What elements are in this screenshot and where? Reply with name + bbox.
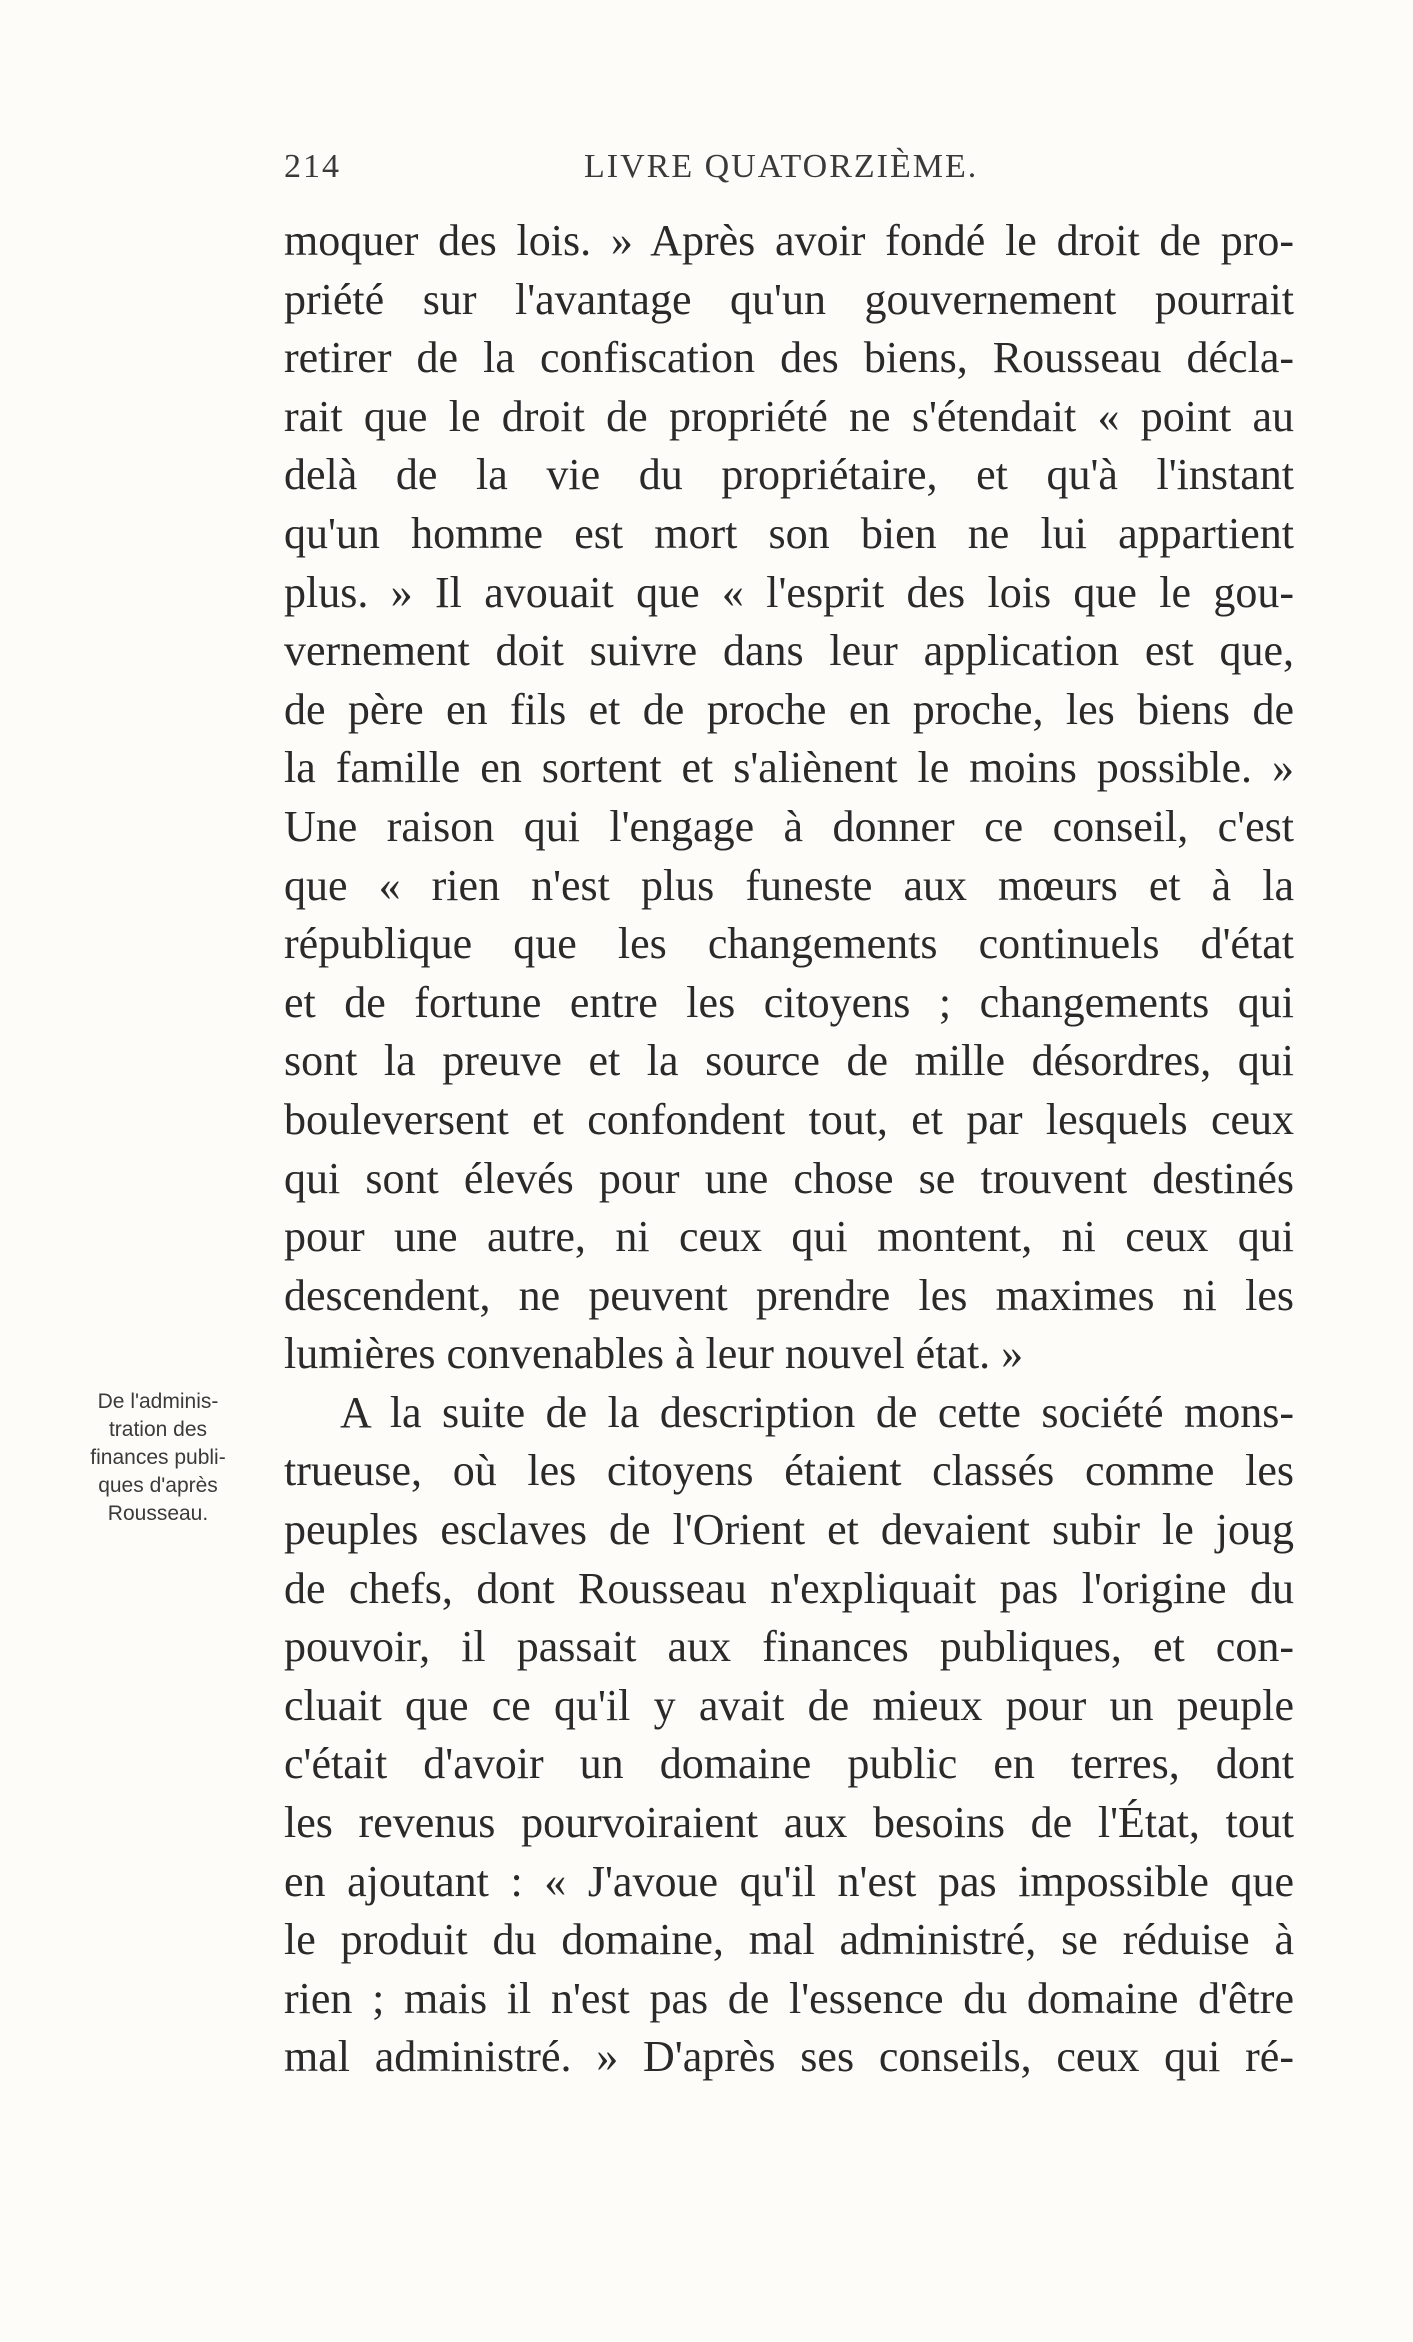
text-line: de chefs, dont Rousseau n'expliquait pas l'origine du: [284, 1563, 1294, 1613]
margin-note-line: ques d'après: [98, 1474, 218, 1497]
text-line: Une raison qui l'engage à donner ce conseil, c'est: [284, 801, 1294, 851]
page-number: 214: [284, 148, 341, 185]
margin-note-line: tration des: [108, 1418, 208, 1441]
text-line: les revenus pourvoiraient aux besoins de l'État, tout: [284, 1798, 1294, 1848]
margin-note-line: Rousseau.: [107, 1502, 209, 1525]
text-line: pouvoir, il passait aux finances publiques, et con-: [284, 1622, 1294, 1672]
text-line: le produit du domaine, mal administré, se réduise à: [284, 1915, 1294, 1965]
running-title: LIVRE QUATORZIÈME.: [584, 148, 979, 185]
margin-note-line: De l'adminis-: [97, 1390, 219, 1413]
text-line: A la suite de la description de cette société mons-: [340, 1387, 1294, 1437]
body-text: [284, 212, 1294, 2087]
text-line: moquer des lois. » Après avoir fondé le droit de pro-: [284, 216, 1294, 265]
text-line: c'était d'avoir un domaine public en terres, dont: [284, 1739, 1294, 1789]
text-line: delà de la vie du propriétaire, et qu'à l'instant: [284, 450, 1294, 500]
margin-note: [78, 1388, 238, 1528]
text-line: qui sont élevés pour une chose se trouvent destinés: [284, 1153, 1294, 1203]
text-line: descendent, ne peuvent prendre les maximes ni les: [284, 1270, 1294, 1320]
text-line: république que les changements continuels d'état: [284, 919, 1294, 969]
text-line: que « rien n'est plus funeste aux mœurs et à la: [284, 860, 1294, 910]
text-line: bouleversent et confondent tout, et par lesquels ceux: [284, 1094, 1294, 1144]
text-line: peuples esclaves de l'Orient et devaient subir le joug: [284, 1505, 1294, 1555]
text-line: sont la preuve et la source de mille désordres, qui: [284, 1036, 1294, 1086]
text-line: et de fortune entre les citoyens ; changements qui: [284, 977, 1294, 1027]
text-line: vernement doit suivre dans leur application est que,: [284, 626, 1294, 676]
text-line: en ajoutant : « J'avoue qu'il n'est pas impossible que: [284, 1856, 1294, 1906]
text-line: pour une autre, ni ceux qui montent, ni ceux qui: [284, 1212, 1294, 1262]
margin-note-line: finances publi-: [90, 1446, 226, 1469]
text-line: cluait que ce qu'il y avait de mieux pour un peuple: [284, 1680, 1294, 1730]
text-line: trueuse, où les citoyens étaient classés comme les: [284, 1446, 1294, 1496]
text-line: rien ; mais il n'est pas de l'essence du domaine d'être: [284, 1973, 1294, 2023]
text-line: priété sur l'avantage qu'un gouvernement pourrait: [284, 274, 1294, 324]
text-line: la famille en sortent et s'aliènent le moins possible. »: [284, 743, 1294, 793]
text-line: qu'un homme est mort son bien ne lui appartient: [284, 508, 1294, 558]
text-line: rait que le droit de propriété ne s'étendait « point au: [284, 391, 1294, 441]
page-header: [284, 148, 1294, 198]
text-line: plus. » Il avouait que « l'esprit des lois que le gou-: [284, 567, 1294, 617]
text-line: mal administré. » D'après ses conseils, ceux qui ré-: [284, 2032, 1294, 2082]
text-line: lumières convenables à leur nouvel état. »: [284, 1329, 1024, 1379]
text-line: retirer de la confiscation des biens, Rousseau décla-: [284, 333, 1294, 383]
text-line: de père en fils et de proche en proche, les biens de: [284, 684, 1294, 734]
